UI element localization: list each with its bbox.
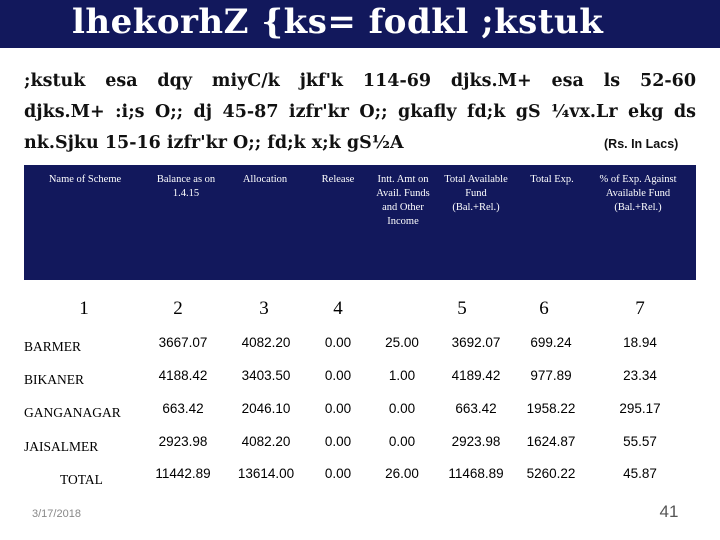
- cell-total-exp: 977.89: [530, 368, 572, 383]
- cell-total-available: 663.42: [455, 401, 497, 416]
- header-scheme-name: Name of Scheme: [48, 174, 122, 185]
- header-release: Release: [321, 174, 355, 185]
- header-total-available: Total Available Fund (Bal.+Rel.): [444, 174, 508, 213]
- column-number: 5: [457, 298, 467, 319]
- row-name: JAISALMER: [24, 439, 99, 454]
- intro-line-3: nk.Sjku 15-16 izfr'kr O;; fd;k x;k gS½A: [24, 133, 404, 153]
- title-bar: [0, 0, 720, 48]
- cell-allocation: 4082.20: [241, 335, 291, 350]
- cell-percent-exp: 295.17: [619, 401, 661, 416]
- cell-allocation: 4082.20: [241, 434, 291, 449]
- header-interest: Intt. Amt on Avail. Funds and Other Income: [376, 174, 430, 227]
- cell-percent-exp: 23.34: [623, 368, 657, 383]
- cell-release: 0.00: [324, 368, 352, 383]
- slide-title: lhekorhZ {ks= fodkl ;kstuk: [72, 2, 604, 42]
- cell-total-exp: 1958.22: [526, 401, 576, 416]
- column-number: 3: [259, 298, 269, 319]
- cell-interest: 25.00: [385, 335, 419, 350]
- cell-interest: 0.00: [388, 434, 416, 449]
- cell-total-exp: 5260.22: [526, 466, 576, 481]
- cell-total-available: 11468.89: [448, 466, 504, 481]
- cell-balance: 11442.89: [155, 466, 211, 481]
- cell-allocation: 2046.10: [241, 401, 291, 416]
- column-number: 4: [333, 298, 343, 319]
- cell-total-exp: 699.24: [530, 335, 572, 350]
- cell-total-available: 3692.07: [451, 335, 501, 350]
- intro-line-2: djks.M+ :i;s O;; dj 45-87 izfr'kr O;; gkafly fd;k gS ¼vx.Lr ekg ds: [24, 102, 696, 122]
- cell-percent-exp: 18.94: [623, 335, 657, 350]
- cell-interest: 26.00: [385, 466, 419, 481]
- intro-line-1: ;kstuk esa dqy miyC/k jkf'k 114-69 djks.M+ esa ls 52-60: [24, 71, 696, 91]
- cell-release: 0.00: [324, 335, 352, 350]
- cell-balance: 3667.07: [158, 335, 208, 350]
- cell-balance: 4188.42: [158, 368, 208, 383]
- header-percent-exp: % of Exp. Against Available Fund (Bal.+Rel.): [599, 174, 677, 213]
- cell-total-exp: 1624.87: [526, 434, 576, 449]
- cell-release: 0.00: [324, 466, 352, 481]
- row-name: BARMER: [24, 339, 82, 354]
- header-balance: Balance as on 1.4.15: [156, 174, 216, 199]
- cell-interest: 0.00: [388, 401, 416, 416]
- row-name: TOTAL: [60, 472, 103, 487]
- cell-balance: 2923.98: [158, 434, 208, 449]
- cell-interest: 1.00: [388, 368, 416, 383]
- cell-allocation: 3403.50: [241, 368, 291, 383]
- cell-total-available: 4189.42: [451, 368, 501, 383]
- intro-paragraph: [24, 66, 696, 159]
- column-number: 1: [79, 298, 89, 319]
- cell-percent-exp: 45.87: [623, 466, 657, 481]
- cell-balance: 663.42: [162, 401, 204, 416]
- table-header: [24, 165, 696, 280]
- cell-total-available: 2923.98: [451, 434, 501, 449]
- page-number: 41: [659, 502, 679, 521]
- column-number: 6: [539, 298, 549, 319]
- cell-percent-exp: 55.57: [623, 434, 657, 449]
- row-name: GANGANAGAR: [24, 405, 121, 420]
- header-total-exp: Total Exp.: [530, 174, 574, 185]
- cell-release: 0.00: [324, 401, 352, 416]
- units-note: (Rs. In Lacs): [604, 137, 679, 151]
- row-name: BIKANER: [24, 372, 84, 387]
- cell-release: 0.00: [324, 434, 352, 449]
- column-number: 7: [635, 298, 645, 319]
- column-number: 2: [173, 298, 183, 319]
- header-allocation: Allocation: [242, 174, 288, 185]
- footer-date: 3/17/2018: [32, 508, 81, 520]
- cell-allocation: 13614.00: [237, 466, 295, 481]
